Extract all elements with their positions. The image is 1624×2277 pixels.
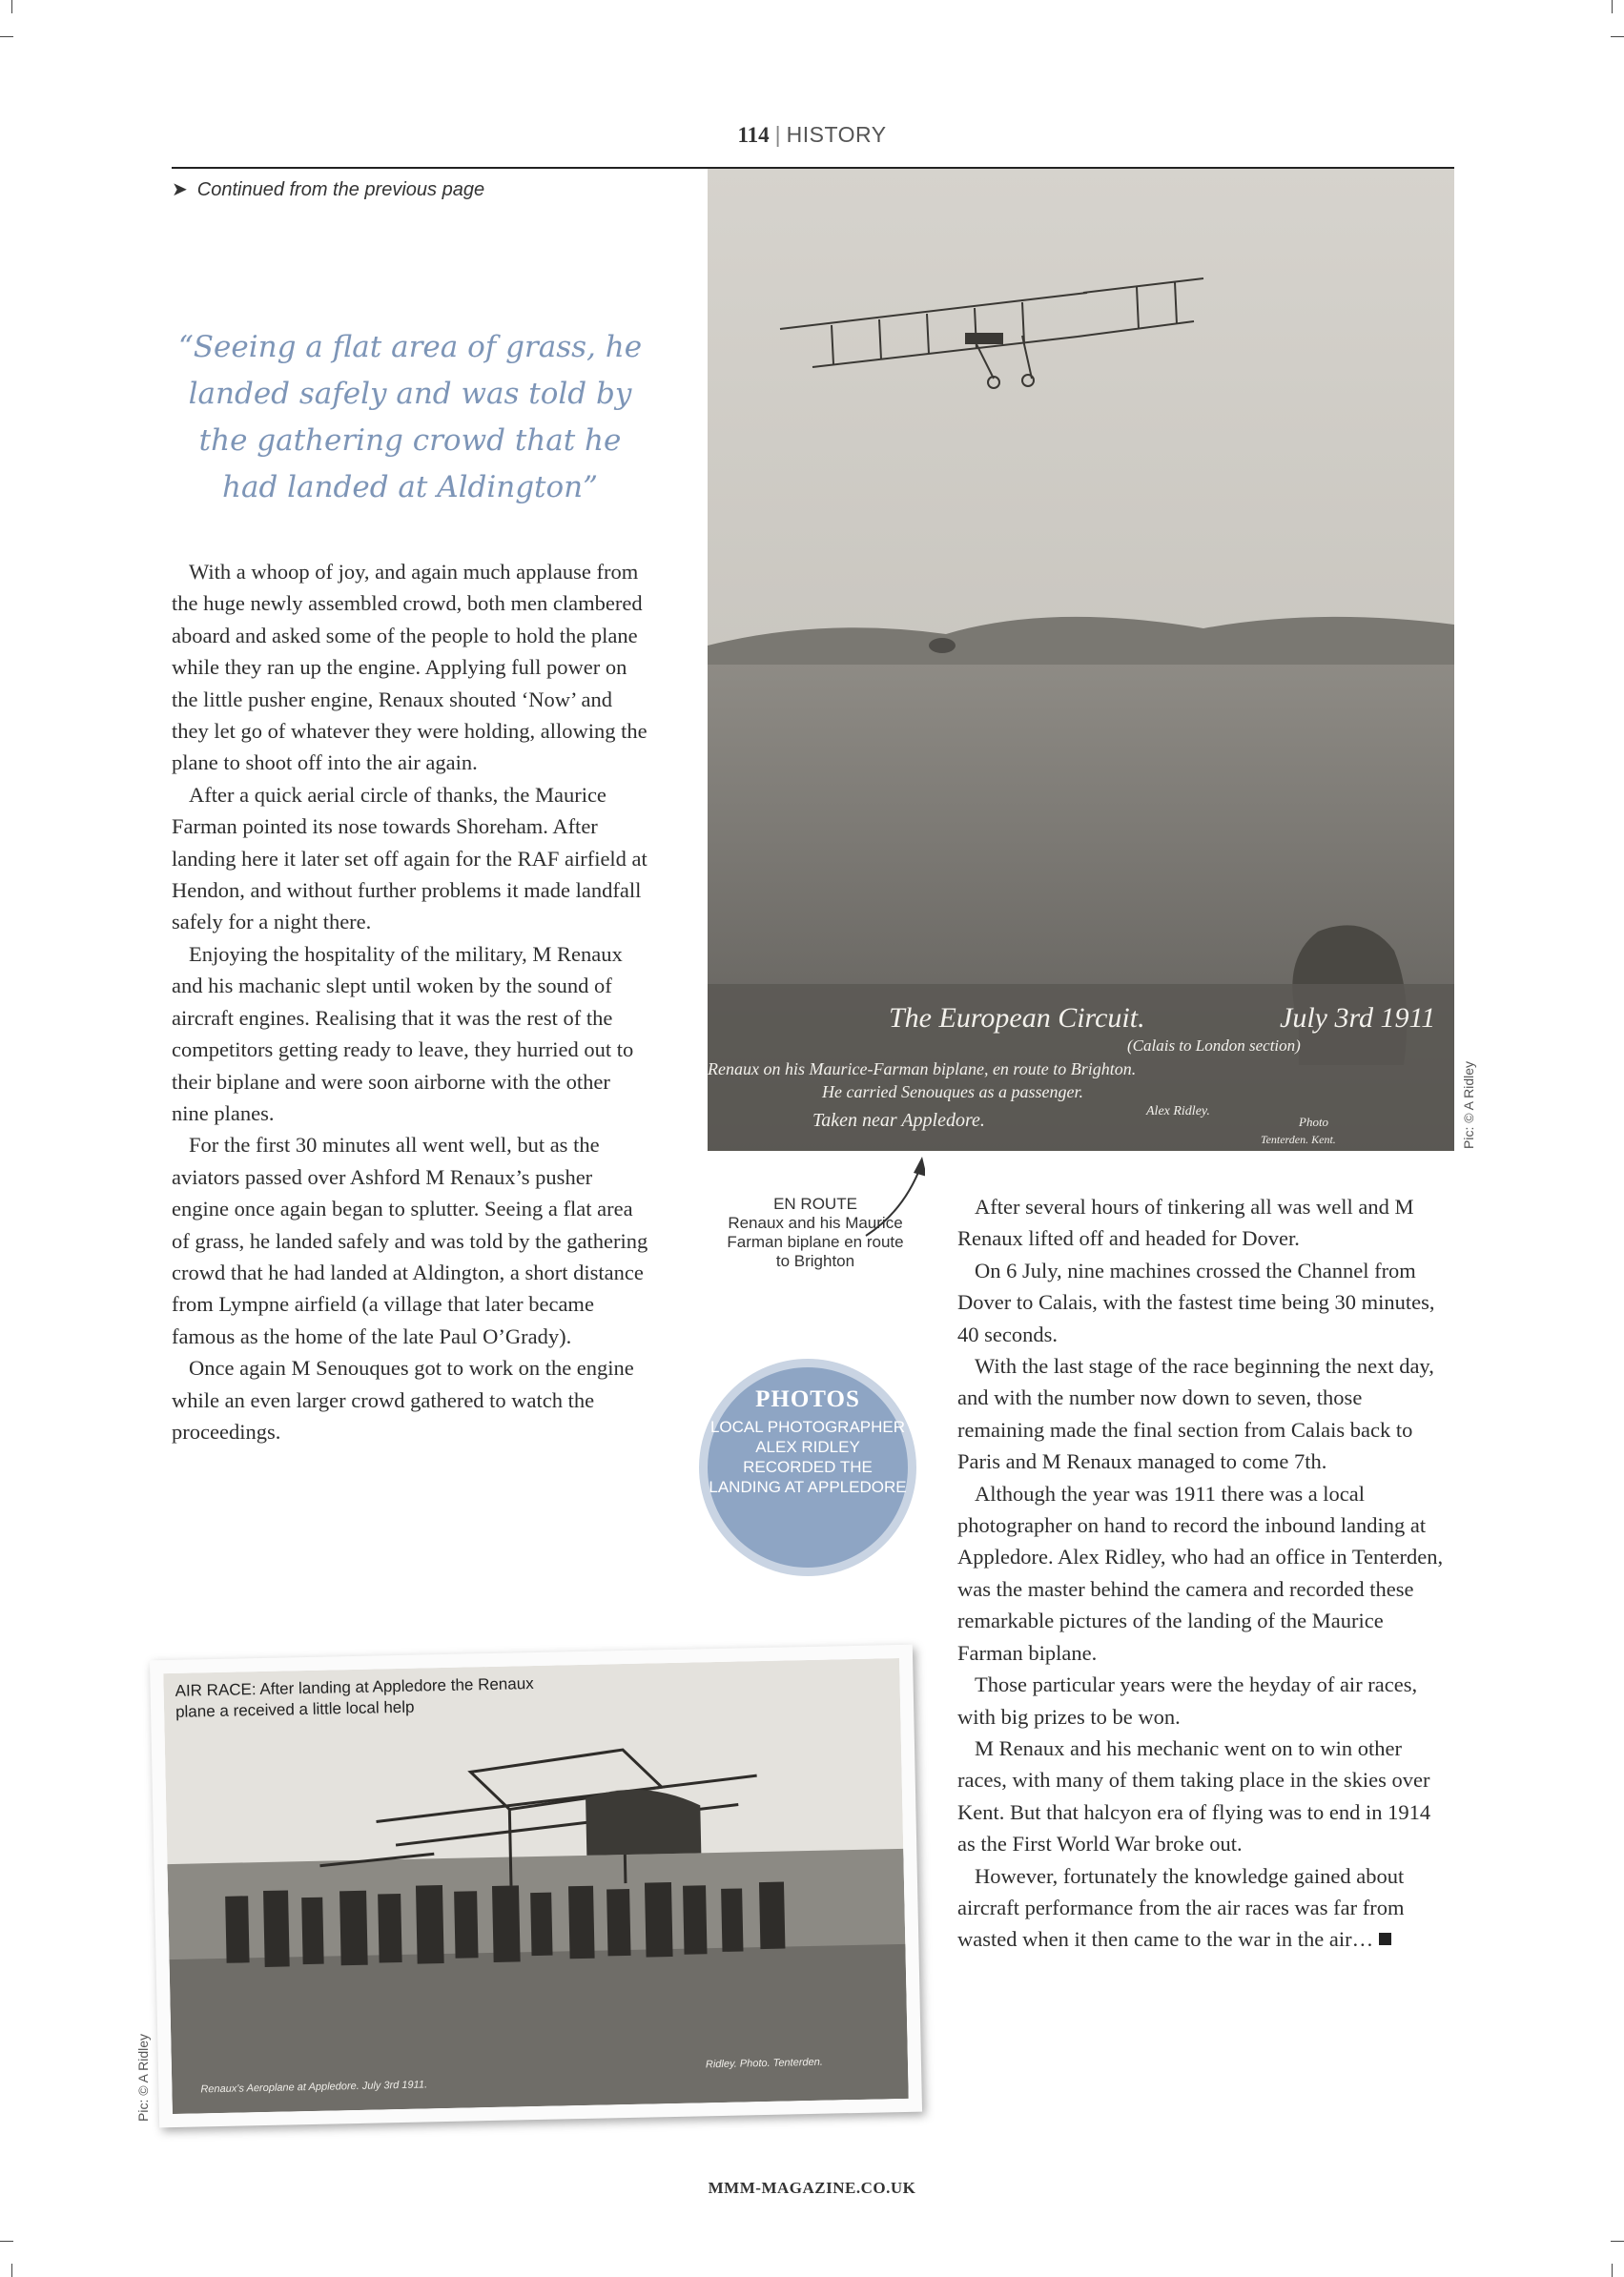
article-column-left <box>172 556 648 1447</box>
arrow-right-icon: ➤ <box>172 179 188 200</box>
section-title: HISTORY <box>786 122 887 147</box>
pull-quote: “Seeing a flat area of grass, he landed safely and was told by the gathering crowd that he had landed at Aldington” <box>177 330 643 504</box>
paragraph: M Renaux and his mechanic went on to win other races, with many of them taking place in the skies over Kent. But that halcyon era of flying was to end in 1914 as the First World War broke out. <box>957 1735 1431 1856</box>
photo-credit: Pic: © A Ridley <box>135 2033 151 2122</box>
end-mark-icon <box>1379 1933 1391 1945</box>
crop-mark <box>1612 2264 1613 2277</box>
paragraph: With a whoop of joy, and again much applause from the huge newly assembled crowd, both men clambered aboard and asked some of the people to hold the plane while they ran up the engine. Applying full power on the little pusher engine, Renaux shouted ‘Now’ and they let go of whatever they were holding, allowing the plane to shoot off into the air again. <box>172 560 648 775</box>
svg-text:Photo: Photo <box>1299 1115 1329 1129</box>
paragraph <box>957 1860 1453 1956</box>
crop-mark <box>0 36 13 37</box>
crop-mark <box>11 0 12 13</box>
photo-credit: Pic: © A Ridley <box>1461 1060 1476 1149</box>
crop-mark <box>1611 2241 1624 2242</box>
paragraph: For the first 30 minutes all went well, but as the aviators passed over Ashford M Renaux’s pusher engine once again began to splutter. Seeing a flat area of grass, he landed safely and was told by the gathering crowd that he had landed at Aldington, a short distance from Lympne airfield (a village that later became famous as the home of the late Paul O’Grady). <box>172 1133 648 1348</box>
crop-mark <box>11 2264 12 2277</box>
header-separator: | <box>774 122 781 147</box>
paragraph: On 6 July, nine machines crossed the Channel from Dover to Calais, with the fastest time being 30 minutes, 40 seconds. <box>957 1258 1435 1346</box>
svg-text:Tenterden. Kent.: Tenterden. Kent. <box>1261 1133 1336 1146</box>
paragraph: After a quick aerial circle of thanks, the Maurice Farman pointed its nose towards Shoreham. After landing here it later set off again for the RAF airfield at Hendon, and without further problems it made landfall safely for a night there. <box>172 782 648 934</box>
paragraph-text: However, fortunately the knowledge gained about aircraft performance from the air races was far from wasted when it then came to the war in the air… <box>957 1863 1405 1952</box>
page-header <box>0 122 1624 148</box>
crop-mark <box>1612 0 1613 13</box>
paragraph: After several hours of tinkering all was well and M Renaux lifted off and headed for Dover. <box>957 1195 1414 1251</box>
badge-text: LOCAL PHOTOGRAPHER ALEX RIDLEY RECORDED THE LANDING AT APPLEDORE <box>709 1418 907 1496</box>
photo-caption: AIR RACE: After landing at Appledore the Renaux plane a received a little local help <box>175 1674 534 1721</box>
svg-text:He carried Senouques as a pass: He carried Senouques as a passenger. <box>822 1082 1083 1101</box>
crop-mark <box>0 2241 13 2242</box>
svg-text:Taken near Appledore.: Taken near Appledore. <box>812 1110 985 1131</box>
air-race-photo <box>150 1645 922 2128</box>
paragraph: Once again M Senouques got to work on the engine while an even larger crowd gathered to watch the proceedings. <box>172 1356 634 1444</box>
photo-caption <box>725 1195 906 1271</box>
continued-text: Continued from the previous page <box>196 179 485 200</box>
svg-text:Ridley. Photo. Tenterden.: Ridley. Photo. Tenterden. <box>705 2056 823 2071</box>
svg-text:The European Circuit.: The European Circuit. <box>889 1002 1145 1034</box>
paragraph: With the last stage of the race beginning the next day, and with the number now down to seven, those remaining made the final section from Calais back to Paris and M Renaux managed to come 7th. <box>957 1354 1434 1474</box>
svg-text:Alex Ridley.: Alex Ridley. <box>1146 1104 1210 1118</box>
svg-text:(Calais to London section): (Calais to London section) <box>1127 1036 1301 1055</box>
caption-title: EN ROUTE <box>773 1195 857 1213</box>
paragraph: Although the year was 1911 there was a local photographer on hand to record the inbound landing at Appledore. Alex Ridley, who had an office in Tenterden, was the master behind the camera and recorded these remarkable pictures of the landing of the Maurice Farman biplane. <box>957 1481 1444 1665</box>
svg-text:Renaux's Aeroplane at Appledor: Renaux's Aeroplane at Appledore. July 3rd 1911. <box>200 2079 428 2096</box>
page-number: 114 <box>737 123 770 147</box>
crop-mark <box>1611 36 1624 37</box>
svg-text:Renaux on his Maurice-Farman b: Renaux on his Maurice-Farman biplane, en route to Brighton. <box>708 1059 1137 1078</box>
article-column-right <box>957 1191 1453 1956</box>
badge-title: PHOTOS <box>755 1386 860 1412</box>
paragraph: Those particular years were the heyday of air races, with big prizes to be won. <box>957 1672 1418 1729</box>
biplane-photo <box>708 169 1454 1151</box>
caption-text: Renaux and his Maurice Farman biplane en route to Brighton <box>727 1214 904 1270</box>
continued-note <box>172 177 484 201</box>
svg-text:July 3rd 1911: July 3rd 1911 <box>1280 1002 1436 1034</box>
paragraph: Enjoying the hospitality of the military, M Renaux and his machanic slept until woken by the sound of aircraft engines. Realising that it was the rest of the competitors getting ready to leave, they hurried out to their biplane and were soon airborne with the other nine planes. <box>172 941 634 1125</box>
photos-badge <box>699 1359 916 1576</box>
page-footer: MMM-MAGAZINE.CO.UK <box>708 2179 916 2197</box>
